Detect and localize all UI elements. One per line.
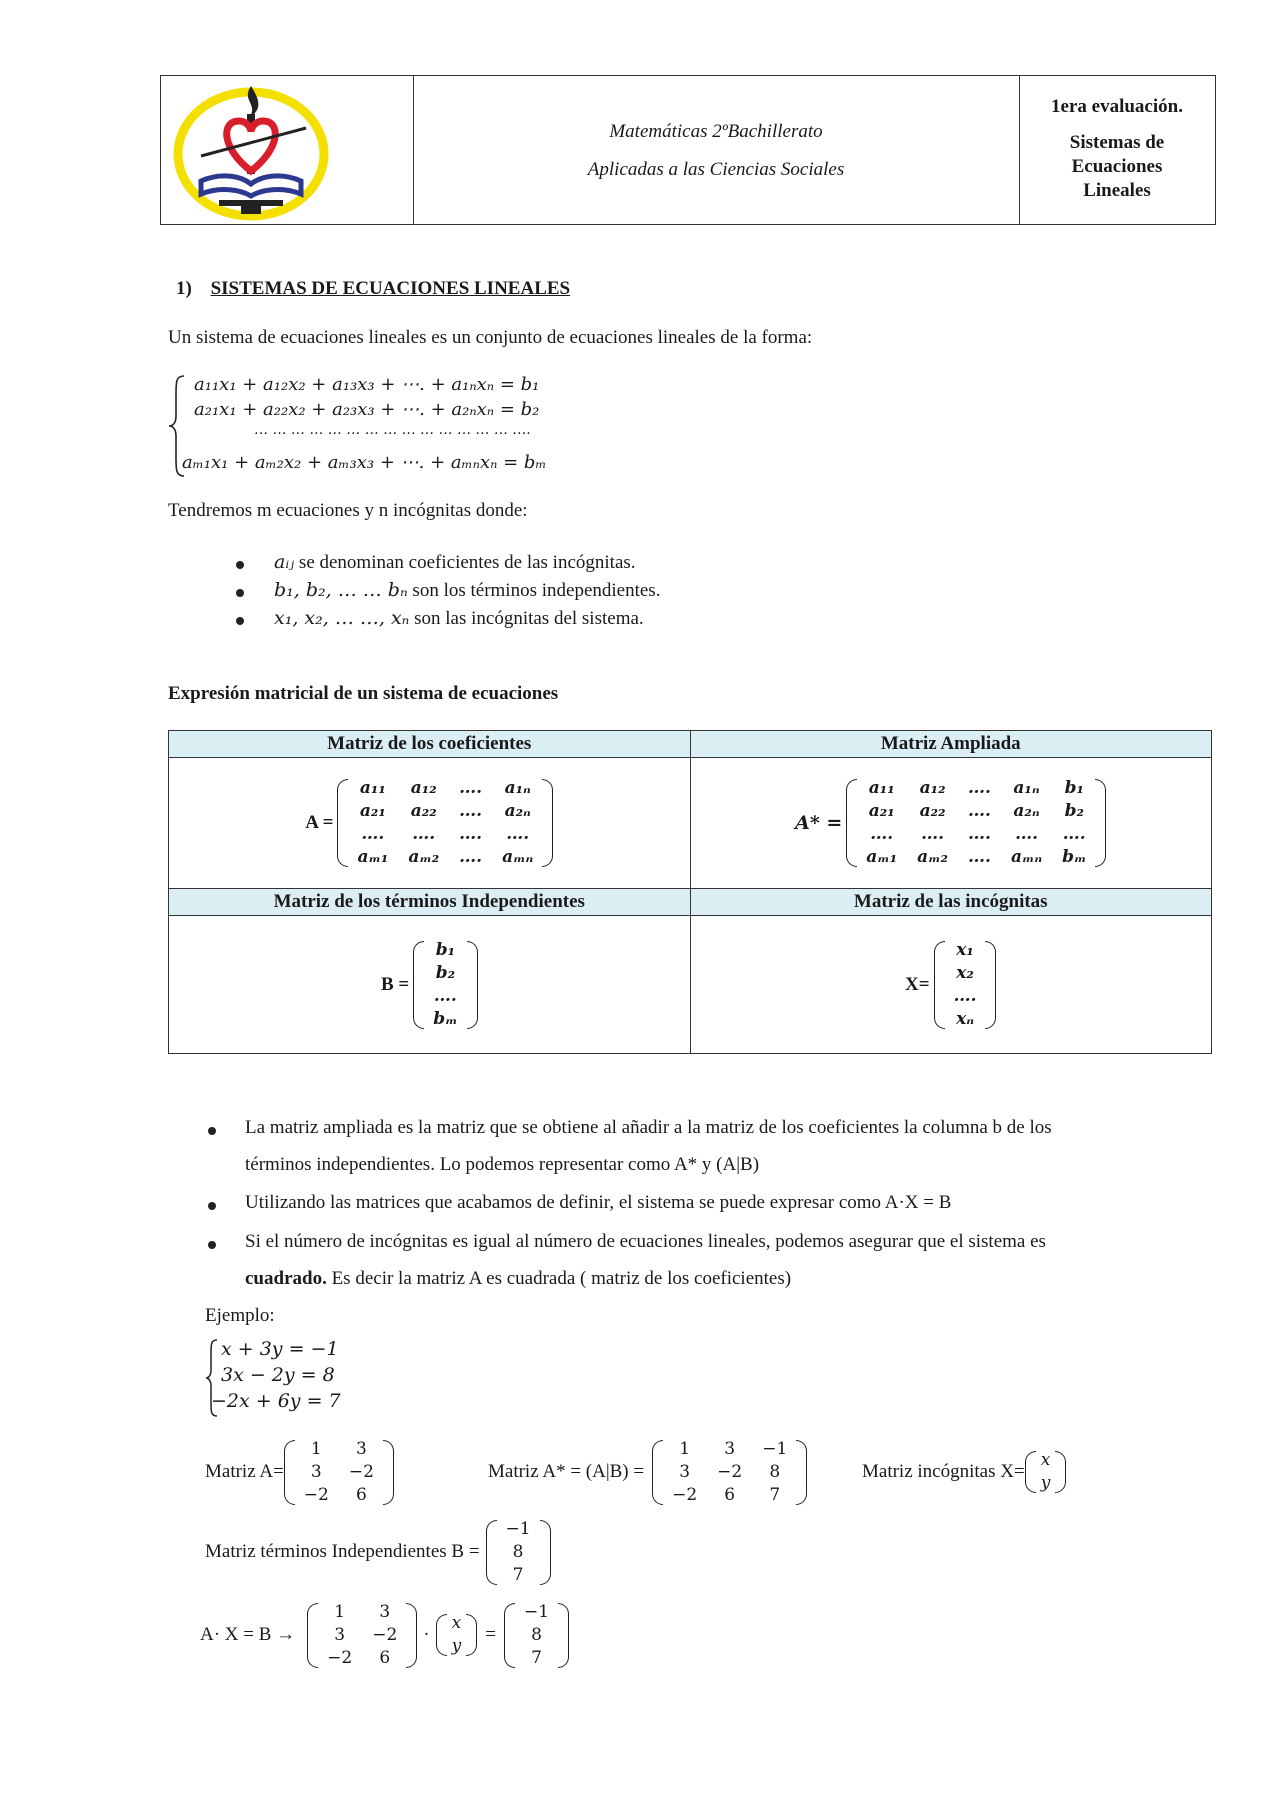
- cell-matrix-X: [690, 916, 1212, 1054]
- example-label: Ejemplo:: [205, 1305, 275, 1326]
- example-eq-1: x + 3y = −1: [221, 1338, 339, 1360]
- matrix-entry: ….: [433, 985, 457, 1006]
- matrix-entry: aₘ₁: [866, 847, 898, 867]
- matrix-entry: x₂: [956, 962, 974, 983]
- header-table: [160, 75, 1216, 225]
- bullet-icon: [236, 617, 244, 625]
- matrix-entry: a₂₁: [359, 801, 386, 821]
- bullet-icon: [208, 1127, 216, 1135]
- matrix-entry: 6: [379, 1647, 391, 1668]
- matrix-entry: a₂₂: [919, 801, 946, 821]
- matrix-product-X: [436, 1612, 478, 1658]
- matrix-entry: aₘ₂: [917, 847, 949, 867]
- topic-line2: Ecuaciones: [1071, 156, 1163, 177]
- matrix-entry: ….: [1015, 824, 1038, 844]
- bullet-item-3: [274, 607, 644, 630]
- matrix-entry: ….: [459, 824, 483, 844]
- bullet-text: se denominan coeficientes de las incógnitas.: [294, 552, 636, 573]
- matrix-entry: −2: [372, 1624, 398, 1645]
- label-A: A =: [305, 812, 334, 833]
- label-B: B =: [380, 973, 410, 995]
- header-unk: Matriz de las incógnitas: [690, 889, 1212, 916]
- matAstar-label: Matriz A* = (A|B) =: [488, 1461, 645, 1482]
- bullet-math: b₁, b₂, … … bₙ: [274, 579, 408, 601]
- matrix-entry: aₘₙ: [1010, 847, 1043, 867]
- matB-label: Matriz términos Independientes B =: [205, 1541, 480, 1562]
- header-ampl: Matriz Ampliada: [690, 731, 1212, 758]
- matrix-entry: −1: [523, 1601, 550, 1622]
- topic-line3: Lineales: [1083, 180, 1151, 201]
- bullet-math: aᵢⱼ: [274, 551, 295, 573]
- matrix-entry: 6: [724, 1484, 736, 1505]
- matrix-entry: 7: [512, 1564, 524, 1585]
- header-indep: Matriz de los términos Independientes: [169, 889, 691, 916]
- matrix-table: [168, 730, 1212, 1054]
- matrix-entry: ….: [459, 847, 483, 867]
- bullet-text: son las incógnitas del sistema.: [409, 608, 644, 629]
- matrix-Astar: [846, 777, 1106, 869]
- matrix-entry: −2: [348, 1461, 374, 1482]
- matrix-entry: bₘ: [1062, 847, 1087, 867]
- matrix-X: [934, 939, 997, 1031]
- course-line2: Aplicadas a las Ciencias Sociales: [587, 159, 845, 180]
- matrix-entry: aₘ₁: [357, 847, 389, 867]
- example-matB: [205, 1512, 551, 1592]
- matrix-section-title: Expresión matricial de un sistema de ecuaciones: [168, 683, 559, 704]
- matrix-entry: ….: [361, 824, 385, 844]
- matrix-example-B: [486, 1518, 551, 1587]
- matrix-entry: xₙ: [956, 1008, 974, 1029]
- matrix-entry: ….: [968, 801, 991, 821]
- matrix-entry: 1: [679, 1438, 691, 1459]
- product-label: A· X = B →: [200, 1624, 296, 1645]
- matrix-entry: y: [1040, 1473, 1051, 1493]
- matrix-entry: 7: [531, 1647, 542, 1668]
- example-product: [200, 1595, 569, 1675]
- matrix-entry: ….: [412, 824, 436, 844]
- matrix-entry: 1: [310, 1438, 322, 1459]
- system-row-1: a₁₁x₁ + a₁₂x₂ + a₁₃x₃ + ⋯. + a₁ₙxₙ = b₁: [194, 374, 540, 395]
- matrix-entry: ….: [968, 847, 991, 867]
- matrix-product-A: [307, 1601, 417, 1670]
- bullet-icon: [236, 589, 244, 597]
- matrix-entry: −1: [505, 1518, 531, 1539]
- note-3b-bold: cuadrado.: [245, 1268, 327, 1289]
- system-row-4: aₘ₁x₁ + aₘ₂x₂ + aₘ₃x₃ + ⋯. + aₘₙxₙ = bₘ: [182, 452, 547, 473]
- dot-operator: ·: [423, 1624, 430, 1645]
- matrix-entry: x₁: [956, 939, 974, 960]
- topic-cell: [1019, 76, 1215, 224]
- bullet-item-2: [274, 579, 660, 602]
- matrix-example-Astar: [652, 1438, 807, 1507]
- label-Astar: A* =: [795, 812, 843, 834]
- course-cell: [413, 76, 1020, 224]
- matrix-entry: ….: [870, 824, 894, 844]
- matrix-entry: ….: [968, 778, 991, 798]
- matrix-entry: a₂ₙ: [504, 801, 531, 821]
- section-number: 1): [176, 278, 192, 299]
- matrix-entry: a₁₁: [359, 778, 386, 798]
- matrix-entry: ….: [506, 824, 530, 844]
- matrix-entry: −2: [672, 1484, 698, 1505]
- matrix-entry: −2: [327, 1647, 353, 1668]
- matrix-entry: −2: [303, 1484, 329, 1505]
- note-1a: La matriz ampliada es la matriz que se obtiene al añadir a la matriz de los coeficientes la columna b de los: [245, 1117, 1052, 1138]
- example-matAstar: [488, 1432, 807, 1512]
- matrix-entry: x: [1040, 1450, 1051, 1470]
- matrix-entry: −1: [762, 1438, 788, 1459]
- section-heading: [176, 278, 570, 300]
- matrix-example-A: [284, 1438, 394, 1507]
- section-title: SISTEMAS DE ECUACIONES LINEALES: [210, 278, 571, 299]
- matrix-entry: 3: [679, 1461, 691, 1482]
- note-2: Utilizando las matrices que acabamos de definir, el sistema se puede expresar como A·X = B: [245, 1192, 952, 1213]
- matrix-entry: b₂: [1064, 801, 1084, 821]
- equals-sign: =: [485, 1624, 496, 1645]
- matrix-entry: b₁: [1064, 778, 1084, 798]
- matrix-entry: ….: [921, 824, 945, 844]
- matrix-entry: 3: [310, 1461, 322, 1482]
- intro-text: Un sistema de ecuaciones lineales es un conjunto de ecuaciones lineales de la forma:: [168, 327, 813, 348]
- matrix-entry: a₁₂: [919, 778, 946, 798]
- matrix-entry: ….: [1062, 824, 1086, 844]
- cell-matrix-Astar: [690, 758, 1212, 889]
- bullet-icon: [236, 561, 244, 569]
- matrix-entry: bₘ: [433, 1008, 458, 1029]
- matrix-product-B: [504, 1601, 569, 1670]
- matrix-entry: ….: [968, 824, 991, 844]
- evaluation-label: 1era evaluación.: [1051, 96, 1183, 117]
- matrix-entry: 6: [355, 1484, 367, 1505]
- bullet-text: son los términos independientes.: [407, 580, 661, 601]
- topic-line1: Sistemas de: [1069, 132, 1165, 153]
- matrix-entry: ….: [459, 778, 483, 798]
- example-eq-3: −2x + 6y = 7: [211, 1390, 341, 1412]
- matrix-B: [413, 939, 477, 1031]
- matrix-entry: a₁ₙ: [504, 778, 531, 798]
- matrix-entry: a₂₁: [868, 801, 895, 821]
- bullet-icon: [208, 1241, 216, 1249]
- matrix-entry: 8: [769, 1461, 781, 1482]
- bullet-math: x₁, x₂, … …, xₙ: [274, 607, 410, 629]
- cell-matrix-A: [169, 758, 691, 889]
- matrix-entry: 3: [379, 1601, 391, 1622]
- bullet-item-1: [274, 551, 636, 574]
- example-matA: [205, 1432, 394, 1512]
- logo-cell: [161, 76, 414, 224]
- matrix-entry: 8: [512, 1541, 524, 1562]
- matrix-entry: ….: [953, 985, 977, 1006]
- matrix-entry: b₁: [435, 939, 456, 960]
- note-1b: términos independientes. Lo podemos representar como A* y (A|B): [245, 1154, 760, 1175]
- matrix-entry: aₘₙ: [502, 847, 534, 867]
- matrix-example-X: [1025, 1449, 1067, 1495]
- count-text: Tendremos m ecuaciones y n incógnitas donde:: [168, 500, 528, 521]
- cell-matrix-B: [169, 916, 691, 1054]
- matrix-entry: a₁₁: [868, 778, 895, 798]
- note-3b-rest: Es decir la matriz A es cuadrada ( matriz de los coeficientes): [326, 1268, 792, 1289]
- general-system: [168, 374, 608, 478]
- note-3b: [245, 1268, 791, 1290]
- matrix-entry: 1: [334, 1601, 346, 1622]
- matrix-entry: x: [451, 1613, 462, 1633]
- course-line1: Matemáticas 2ºBachillerato: [609, 121, 823, 142]
- matA-label: Matriz A=: [205, 1461, 284, 1482]
- label-X: X=: [905, 973, 930, 995]
- matrix-entry: ….: [459, 801, 483, 821]
- example-matX: [862, 1432, 1066, 1512]
- matrix-entry: 3: [355, 1438, 367, 1459]
- matrix-entry: 7: [769, 1484, 781, 1505]
- matrix-entry: aₘ₂: [408, 847, 440, 867]
- matrix-entry: a₁₂: [410, 778, 437, 798]
- matrix-entry: 3: [724, 1438, 736, 1459]
- school-logo-icon: [161, 76, 413, 226]
- matX-label: Matriz incógnitas X=: [862, 1461, 1025, 1482]
- example-system: [205, 1338, 405, 1418]
- matrix-entry: 3: [334, 1624, 346, 1645]
- example-eq-2: 3x − 2y = 8: [221, 1364, 335, 1386]
- system-row-3: … … … … … … … … … … … … … … ….: [254, 422, 531, 438]
- matrix-entry: 8: [531, 1624, 542, 1645]
- system-row-2: a₂₁x₁ + a₂₂x₂ + a₂₃x₃ + ⋯. + a₂ₙxₙ = b₂: [194, 399, 540, 420]
- header-coef: Matriz de los coeficientes: [169, 731, 691, 758]
- matrix-entry: a₂ₙ: [1013, 801, 1040, 821]
- matrix-A: [337, 777, 553, 869]
- matrix-entry: −2: [717, 1461, 743, 1482]
- matrix-entry: a₁ₙ: [1013, 778, 1040, 798]
- bullet-icon: [208, 1202, 216, 1210]
- matrix-entry: a₂₂: [410, 801, 437, 821]
- matrix-entry: b₂: [435, 962, 456, 983]
- matrix-entry: y: [451, 1636, 462, 1656]
- note-3a: Si el número de incógnitas es igual al número de ecuaciones lineales, podemos asegurar que el sistema es: [245, 1231, 1046, 1252]
